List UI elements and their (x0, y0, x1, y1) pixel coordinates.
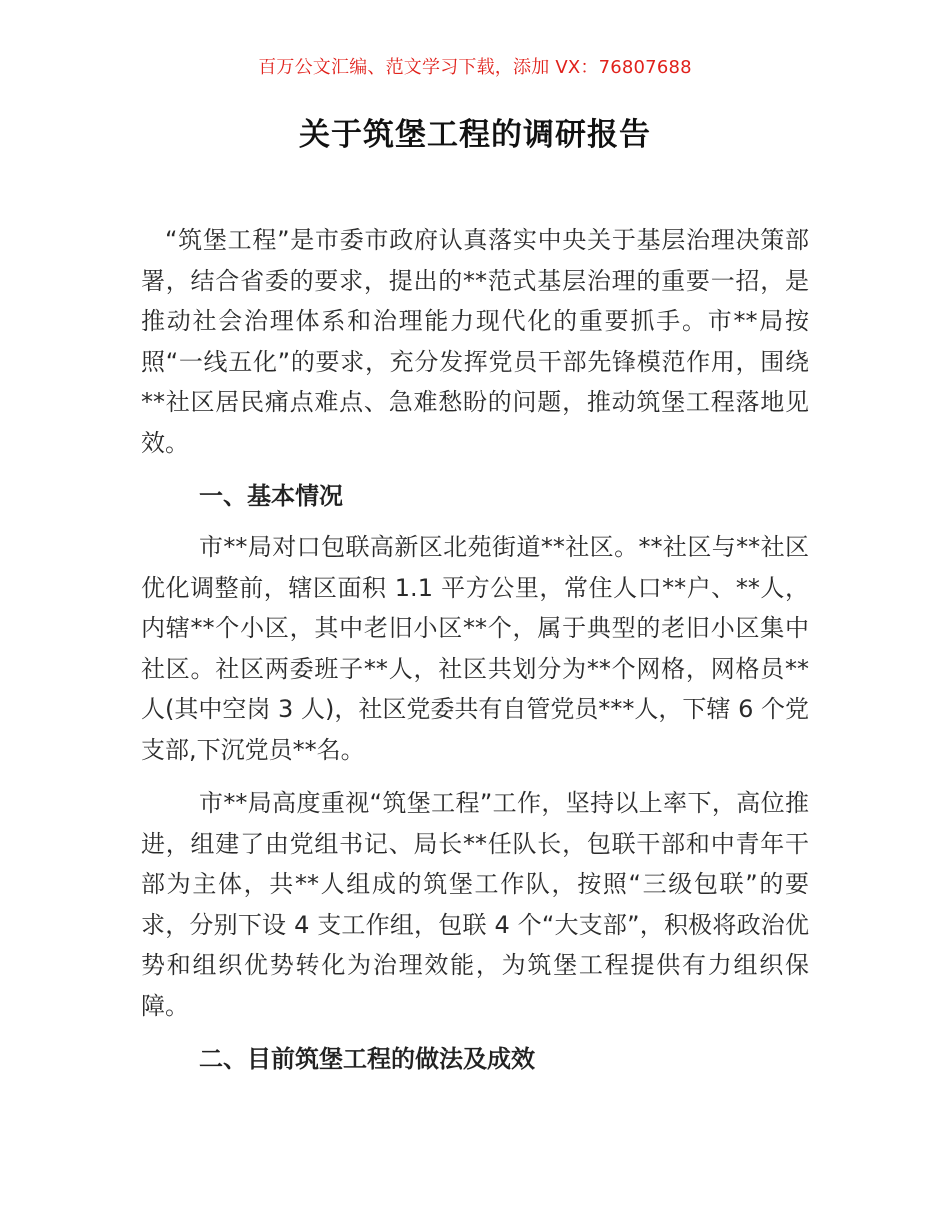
page-title: 关于筑堡工程的调研报告 (299, 117, 651, 153)
section-heading-practices: 二、目前筑堡工程的做法及成效 (199, 1045, 535, 1073)
header-banner: 百万公文汇编、范文学习下载，添加 VX：76807688 (258, 57, 692, 78)
section-heading-basic-situation: 一、基本情况 (199, 482, 343, 510)
section1-paragraph-1: 市**局对口包联高新区北苑街道**社区。**社区与**社区优化调整前，辖区面积 1.1 平方公里，常住人口**户、**人，内辖**个小区，其中老旧小区**个，属于典型的老旧小区集中社区。社区两委班子**人，社区共划分为**个网格，网格员**人(其中空岗 3 人)，社区党委共有自管党员***人，下辖 6 个党支部,下沉党员**名。 (141, 533, 809, 764)
section1-paragraph-2: 市**局高度重视“筑堡工程”工作，坚持以上率下，高位推进，组建了由党组书记、局长**任队长，包联干部和中青年干部为主体，共**人组成的筑堡工作队，按照“三级包联”的要求，分别下设 4 支工作组，包联 4 个“大支部”，积极将政治优势和组织优势转化为治理效能，为筑堡工程提供有力组织保障。 (141, 789, 809, 1020)
intro-paragraph: “筑堡工程”是市委市政府认真落实中央关于基层治理决策部署，结合省委的要求，提出的**范式基层治理的重要一招，是推动社会治理体系和治理能力现代化的重要抓手。市**局按照“一线五化”的要求，充分发挥党员干部先锋模范作用，围绕**社区居民痛点难点、急难愁盼的问题，推动筑堡工程落地见效。 (141, 226, 809, 457)
